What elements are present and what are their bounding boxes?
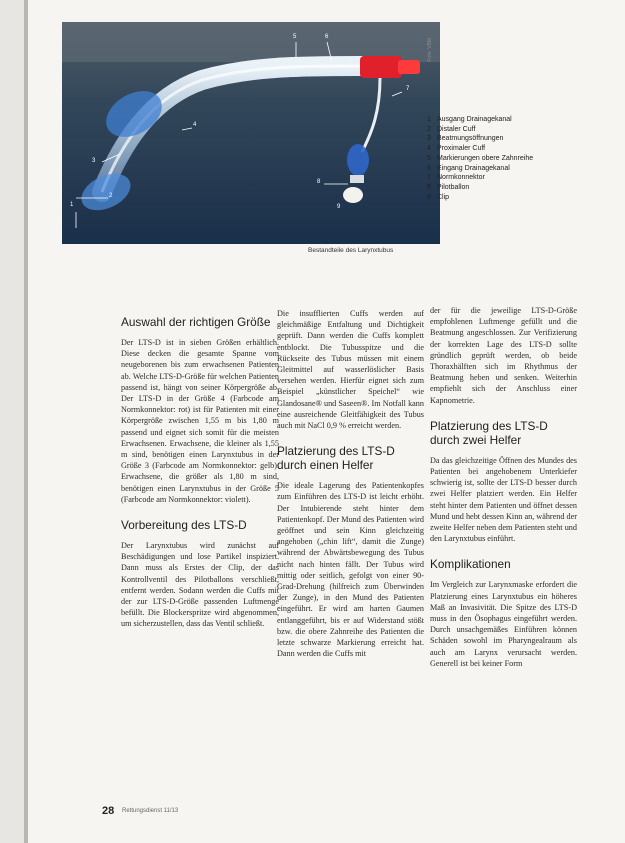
callout-3: 3 <box>92 158 96 164</box>
legend-label: Ausgang Drainagekanal <box>437 116 512 123</box>
legend-number: 3 <box>427 135 431 143</box>
pilot-balloon-shape <box>347 144 369 176</box>
callout-2: 2 <box>109 193 113 199</box>
figure-legend <box>427 115 533 202</box>
legend-number: 6 <box>427 164 431 172</box>
paragraph-two-helpers: Da das gleichzeitige Öffnen des Mundes des Patienten bei angehobenem Unterkiefer schwierig ist, sollte der LTS-D besser durch zwei Helfer platziert werden. Ein Helfer steht hinter dem Patienten und öffnet dessen Mund und hebt dessen Kinn an, während der zweite Helfer neben dem Patienten steht und den Larynxtubus einführt. <box>430 455 577 544</box>
legend-label: Proximaler Cuff <box>437 145 486 153</box>
red-connector-shape <box>360 56 402 78</box>
callout-4: 4 <box>193 122 197 128</box>
legend-label: Markierungen obere Zahnreihe <box>437 154 534 162</box>
legend-item <box>427 144 533 154</box>
callout-1: 1 <box>70 202 74 208</box>
page-gutter-shadow <box>24 0 28 843</box>
legend-number: 2 <box>427 125 431 133</box>
legend-number: 1 <box>427 116 431 123</box>
legend-item <box>427 134 533 144</box>
paragraph-ventilation: der für die jeweilige LTS-D-Größe empfohlenen Luftmenge gefüllt und die Beatmung angeschlossen. Zur Verifizierung der korrekten Lage des LTS-D sollte gründlich geprüft werden, ob beide Thoraxhälften sich im Rhythmus der Beatmung heben und senken. Weiterhin empfiehlt sich der Anschluss einer Kapnometrie. <box>430 306 577 405</box>
section-heading-preparation: Vorbereitung des LTS-D <box>121 518 247 533</box>
legend-item <box>427 173 533 183</box>
legend-label: Beatmungsöffnungen <box>437 135 504 143</box>
legend-item <box>427 154 533 164</box>
text-column-3 <box>430 305 577 669</box>
paragraph-cuffs: Die insufflierten Cuffs werden auf gleichmäßige Entfaltung und Dichtigkeit geprüft. Dann werden die Cuffs komplett entblockt. Die Tubusspitze und die Rückseite des Tubus müssen mit einem Gleitmittel auf wasserlöslicher Basis versehen werden. Hierfür eignet sich zum Beispiel „künstlicher Speichel“ wie Glandosane® und Saseen®. Im Notfall kann eine ausreichende Gleitfähigkeit des Tubus auch mit NaCl 0,9 % erreicht werden. <box>277 309 424 431</box>
legend-item <box>427 125 533 135</box>
legend-number: 9 <box>427 193 431 201</box>
paragraph-preparation: Der Larynxtubus wird zunächst auf Beschädigungen und lose Partikel inspiziert. Dann muss als Erstes der Clip, der das Kontrollventil des Pilotballons verschließt, entfernt werden. Sodann werden die Cuffs mit der zur LTS-D-Größe passenden Luftmenge befüllt. Die Blockerspritze wird abgenommen, um sicherzustellen, dass das Ventil schließt. <box>121 541 279 629</box>
text-column-1 <box>121 315 279 630</box>
legend-label: Pilotballon <box>437 183 470 191</box>
figure-caption: Bestandteile des Larynxtubus <box>308 247 394 254</box>
legend-label: Eingang Drainagekanal <box>437 164 510 172</box>
magazine-issue: Rettungsdienst 11/13 <box>122 808 179 814</box>
section-heading-two-helpers: Platzierung des LTS-D durch zwei Helfer <box>430 418 548 447</box>
legend-number: 4 <box>427 145 431 153</box>
legend-item <box>427 115 533 125</box>
page-number: 28 <box>102 805 115 817</box>
legend-item <box>427 164 533 174</box>
legend-item <box>427 193 533 203</box>
callout-5: 5 <box>293 34 297 40</box>
legend-label: Normkonnektor <box>437 174 485 182</box>
paragraph-complications: Im Vergleich zur Larynxmaske erfordert die Platzierung eines Larynxtubus ein höheres Maß an Invasivität. Die Spitze des LTS-D muss in den Ösophagus eingeführt werden. Durch unsachgemäßes Einführen können Schäden sowohl im Pharyngealraum als auch am Larynx verursacht werden. Generell ist bei keiner Form <box>430 580 577 668</box>
legend-label: Clip <box>437 193 450 201</box>
legend-item <box>427 183 533 193</box>
paragraph-size: Der LTS-D ist in sieben Größen erhältlich. Diese decken die gesamte Spanne vom neugeborenen bis zum erwachsenen Patienten ab. Welche LTS-D-Größe für welchen Patienten passend ist, hängt von seiner Körpergröße ab. Der LTS-D in der Größe 4 (Farbcode am Normkonnektor: rot) ist für Patienten mit einer Körpergröße zwischen 1,55 m bis 1,80 m passend und eignet sich somit für die meisten Erwachsenen. Erwachsene, die kleiner als 1,55 m sind, benötigen einen Larynxtubus in der Größe 3 (Farbcode am Normkonnektor: gelb). Erwachsene, die größer als 1,80 m sind, benötigen einen Larynxtubus in der Größe 5 (Farbcode am Normkonnektor: violett). <box>121 338 279 504</box>
callout-9: 9 <box>337 204 341 210</box>
legend-number: 7 <box>427 174 431 182</box>
legend-number: 8 <box>427 183 431 191</box>
callout-7: 7 <box>406 86 410 92</box>
section-heading-one-helper: Platzierung des LTS-D durch einen Helfer <box>277 444 395 473</box>
callout-8: 8 <box>317 179 321 185</box>
callout-6: 6 <box>325 34 329 40</box>
paragraph-one-helper: Die ideale Lagerung des Patientenkopfes zum Einführen des LTS-D ist leicht erhöht. Der Intubierende steht hinter dem Patientenkopf. Der Mund des Patienten wird geöffnet und sein Kinn gleichzeitig angehoben („chin lift“, damit die Zunge) während der Abwärtsbewegung des Tubus nicht nach hinten fällt. Der Tubus wird mittig oder seitlich, gefolgt von einer 90-Grad-Drehung (hilfreich zum Überwinden der Zunge), in den Mund des Patienten eingeführt. Er wird am harten Gaumen entlanggeführt, bis er auf Widerstand stößt bzw. die obere Zahnreihe des Patienten die letzte schwarze Markierung erreicht hat. Dann werden die Cuffs mit <box>277 481 424 659</box>
legend-number: 5 <box>427 154 431 162</box>
text-column-2 <box>277 308 424 659</box>
section-heading-size: Auswahl der richtigen Größe <box>121 315 271 329</box>
photo-credit: Foto: VBM <box>427 38 433 62</box>
larynx-tube-photo <box>62 22 440 244</box>
section-heading-complications: Komplikationen <box>430 557 511 572</box>
legend-label: Distaler Cuff <box>437 125 476 133</box>
